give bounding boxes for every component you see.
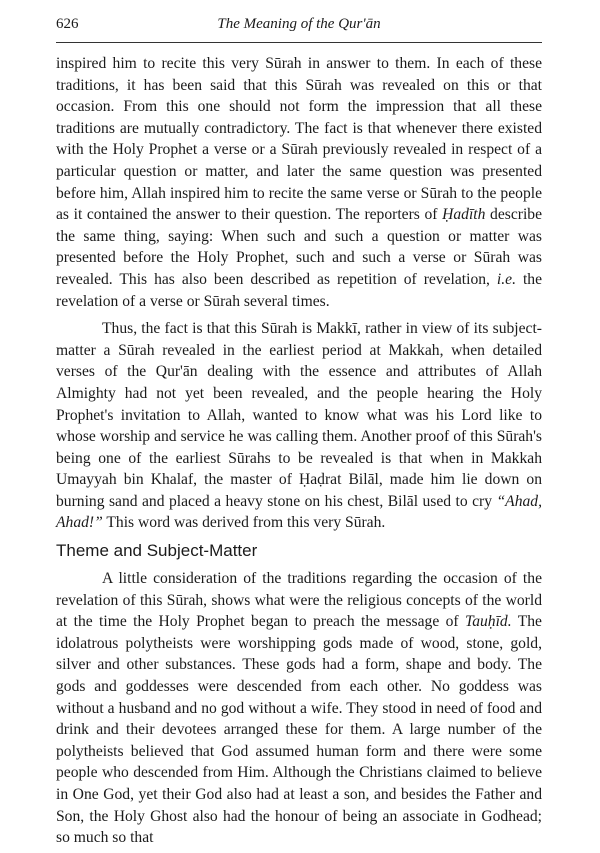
text-segment-italic: Tauḥīd. xyxy=(464,613,512,631)
paragraph-3 xyxy=(56,568,542,849)
running-title: The Meaning of the Qur'ān xyxy=(217,16,381,32)
text-segment: The idolatrous polytheists were worshipping gods made of wood, stone, gold, silver and other substances. These gods had a form, shape and body. The gods and goddesses were descended from each other. No goddess was without a husband and no god without a wife. They stood in need of food and drink and their devotees arranged these for them. A large number of the polytheists believed that God assumed human form and there were some people who descended from Him. Although the Christians claimed to believe in One God, yet their God also had at least a son, and besides the Father and Son, the Holy Ghost also had the honour of being an associate in Godhead; so much so that xyxy=(56,613,542,847)
text-segment: Thus, the fact is that this Sūrah is Makkī, rather in view of its subject-matter a Sūrah revealed in the earliest period at Makkah, when detailed verses of the Qur'ān dealing with the essence and attributes of Allah Almighty had not yet been revealed, and the people hearing the Holy Prophet's invitation to Allah, wanted to know what was his Lord like to whose worship and service he was calling them. Another proof of this Sūrah's being one of the earliest Sūrahs to be revealed is that when in Makkah Umayyah bin Khalaf, the master of Ḥaḍrat Bilāl, made him lie down on burning sand and placed a heavy stone on his chest, Bilāl used to cry xyxy=(56,320,542,510)
section-heading: Theme and Subject-Matter xyxy=(56,541,258,561)
text-segment-italic: i.e. xyxy=(496,270,516,288)
page-header xyxy=(56,14,542,43)
paragraph-1 xyxy=(56,53,542,312)
text-segment: inspired him to recite this very Sūrah in answer to them. In each of these traditions, it has been said that this Sūrah was revealed on this or that occasion. From this one should not form the impression that all these traditions are mutually contradictory. The fact is that whenever there existed with the Holy Prophet a verse or a Sūrah previously revealed in respect of a particular question or matter, and later the same question was presented before him, Allah inspired him to recite the same verse or Sūrah to the people as it contained the answer to their question. The reporters of xyxy=(56,55,542,224)
text-segment-italic: Ḥadīth xyxy=(442,206,486,224)
text-segment-italic: “Ahad, Ahad!” xyxy=(56,492,542,532)
text-segment: the revelation of a verse or Sūrah several times. xyxy=(56,270,543,310)
paragraph-2 xyxy=(56,318,542,534)
page-number: 626 xyxy=(56,16,79,32)
text-segment: This word was derived from this very Sūrah. xyxy=(102,514,386,532)
text-segment: A little consideration of the traditions regarding the occasion of the revelation of this Sūrah, shows what were the religious concepts of the world at the time the Holy Prophet began to preach the message of xyxy=(56,570,542,631)
text-segment: describe the same thing, saying: When such and such a question or matter was presented before the Holy Prophet, such and such a verse or Sūrah was revealed. This has also been described as repetition of revelation, xyxy=(56,206,542,288)
